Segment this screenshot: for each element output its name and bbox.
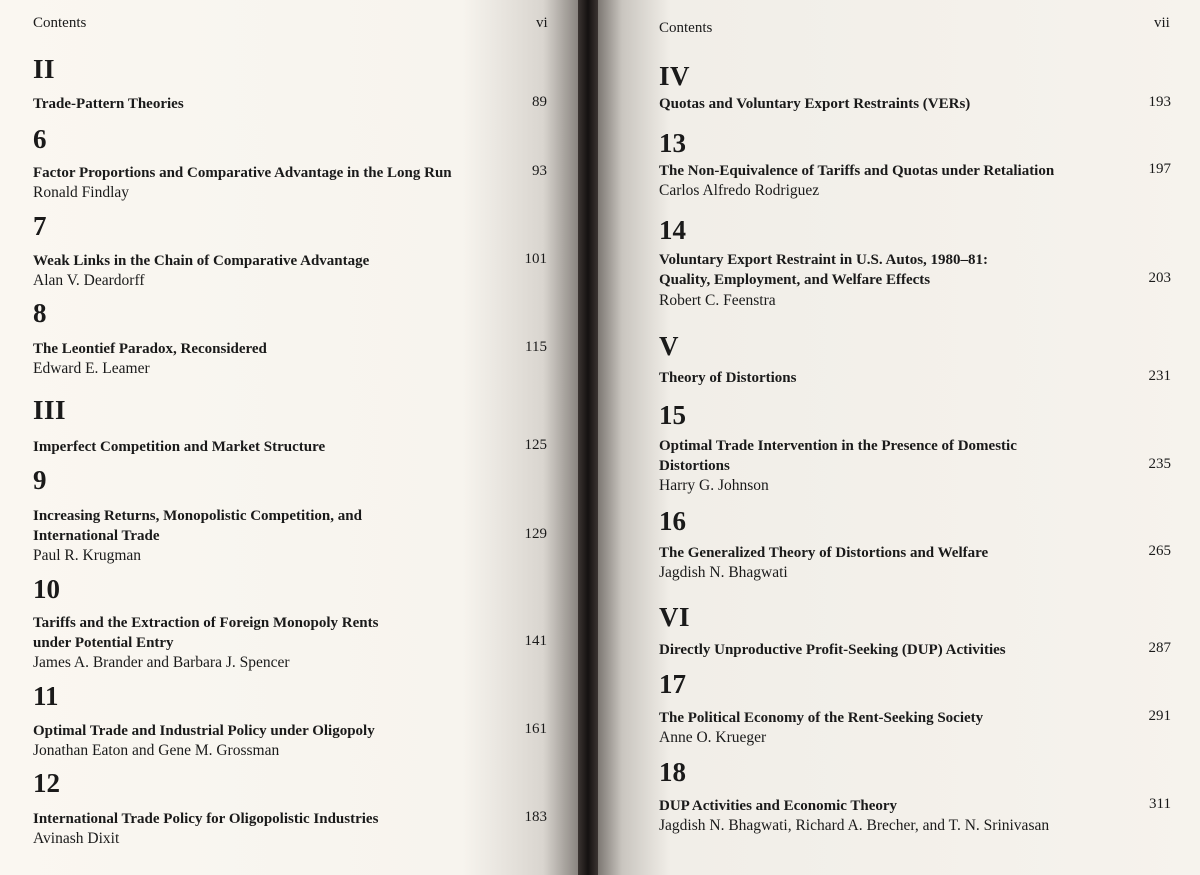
chapter-author: Avinash Dixit [33,830,120,847]
left-page [0,0,578,875]
toc-page-number: 197 [1148,161,1171,177]
chapter-number: 14 [659,215,686,245]
chapter-title: International Trade Policy for Oligopolistic Industries [33,811,379,827]
toc-page-number: 203 [1148,270,1171,286]
chapter-number: 11 [33,681,59,711]
chapter-number: 6 [33,124,47,154]
chapter-title-line: Tariffs and the Extraction of Foreign Monopoly Rents [33,615,379,631]
chapter-title: The Non-Equivalence of Tariffs and Quotas under Retaliation [659,163,1055,179]
chapter-title: Factor Proportions and Comparative Advantage in the Long Run [33,165,452,181]
chapter-title-line: Increasing Returns, Monopolistic Competition, and [33,508,362,524]
chapter-author: Carlos Alfredo Rodriguez [659,182,820,199]
chapter-title: Optimal Trade and Industrial Policy under Oligopoly [33,723,375,739]
toc-page-number: 89 [532,94,547,110]
chapter-number: 12 [33,768,60,798]
part-number: IV [659,61,691,91]
chapter-title-line: Optimal Trade Intervention in the Presence of Domestic [659,438,1017,454]
chapter-author: Alan V. Deardorff [33,272,145,289]
toc-page-number: 291 [1148,708,1171,724]
running-head: Contents [33,15,87,31]
chapter-author: Robert C. Feenstra [659,292,776,309]
part-title: Theory of Distortions [659,370,797,386]
part-number: III [33,395,67,425]
chapter-title: DUP Activities and Economic Theory [659,798,898,814]
toc-page-number: 265 [1148,543,1171,559]
chapter-number: 16 [659,506,686,536]
toc-page-number: 311 [1149,796,1171,812]
chapter-number: 18 [659,757,686,787]
toc-page-number: 235 [1148,456,1171,472]
chapter-number: 8 [33,298,47,328]
page-number: vii [1154,15,1170,31]
part-number: V [659,331,679,361]
chapter-author: Edward E. Leamer [33,360,150,377]
toc-page-number: 115 [525,339,547,355]
chapter-author: Harry G. Johnson [659,477,769,494]
chapter-author: Jagdish N. Bhagwati [659,564,788,581]
toc-page-number: 161 [524,721,547,737]
chapter-number: 13 [659,128,686,158]
toc-page-number: 125 [524,437,547,453]
toc-page-number: 231 [1148,368,1171,384]
chapter-number: 15 [659,400,686,430]
chapter-author: James A. Brander and Barbara J. Spencer [33,654,290,671]
part-title: Imperfect Competition and Market Structure [33,439,326,455]
book-spine [578,0,598,875]
toc-page-number: 287 [1148,640,1171,656]
part-title: Trade-Pattern Theories [33,96,184,112]
chapter-title-line: Voluntary Export Restraint in U.S. Autos, 1980–81: [659,252,989,268]
chapter-title-line: Quality, Employment, and Welfare Effects [659,272,931,288]
toc-page-number: 193 [1148,94,1171,110]
chapter-title: The Political Economy of the Rent-Seeking Society [659,710,984,726]
chapter-title-line: Distortions [659,458,730,474]
chapter-author: Jagdish N. Bhagwati, Richard A. Brecher, and T. N. Srinivasan [659,817,1050,834]
chapter-number: 17 [659,669,686,699]
chapter-author: Jonathan Eaton and Gene M. Grossman [33,742,280,759]
running-head: Contents [659,20,713,36]
part-number: II [33,54,56,84]
chapter-author: Paul R. Krugman [33,547,142,564]
toc-page-number: 183 [524,809,547,825]
toc-page-number: 129 [524,526,547,542]
toc-page-number: 141 [524,633,547,649]
chapter-number: 7 [33,211,47,241]
part-title: Directly Unproductive Profit-Seeking (DUP) Activities [659,642,1006,658]
part-title: Quotas and Voluntary Export Restraints (VERs) [659,96,971,112]
chapter-number: 9 [33,465,47,495]
chapter-number: 10 [33,574,60,604]
chapter-title: Weak Links in the Chain of Comparative Advantage [33,253,370,269]
chapter-author: Ronald Findlay [33,184,130,201]
part-number: VI [659,602,691,632]
chapter-title: The Generalized Theory of Distortions and Welfare [659,545,989,561]
toc-page-number: 101 [524,251,547,267]
right-page [598,0,1200,875]
toc-page-number: 93 [532,163,547,179]
chapter-title-line: International Trade [33,528,160,544]
chapter-title-line: under Potential Entry [33,635,174,651]
page-number: vi [536,15,548,31]
chapter-title: The Leontief Paradox, Reconsidered [33,341,267,357]
chapter-author: Anne O. Krueger [659,729,767,746]
